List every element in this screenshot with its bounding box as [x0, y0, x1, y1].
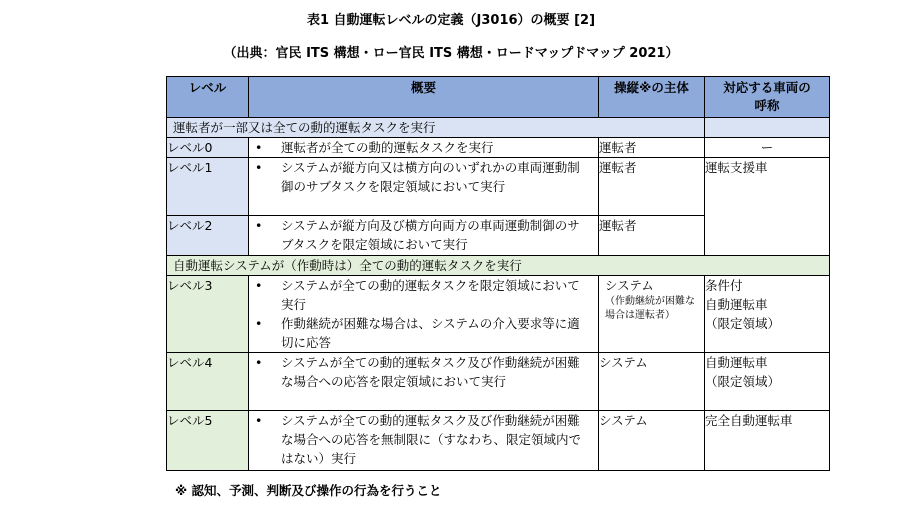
bullet: • — [255, 140, 263, 155]
overview-text: システムが縦方向及び横方向両方の車両運動制御のサブタスクを限定領域において実行 — [281, 218, 580, 252]
bullet: • — [255, 316, 263, 331]
vehicle-name-cell — [705, 276, 830, 353]
bullet: • — [255, 278, 263, 293]
bullet: • — [255, 413, 263, 428]
vehicle-name-cell — [705, 353, 830, 411]
vehicle-name-line: 自動運転車 — [705, 355, 768, 370]
levels-table — [166, 76, 830, 471]
vehicle-name-cell: 運転支援車 — [705, 158, 830, 256]
table-row — [167, 138, 830, 158]
overview-cell — [249, 216, 599, 256]
header-vehicle-name-line2: 呼称 — [754, 98, 780, 113]
group-label-driver: 運転者が一部又は全ての動的運転タスクを実行 — [167, 118, 705, 138]
vehicle-name-cell: ー — [705, 138, 830, 158]
vehicle-name-line: 完全自動運転車 — [705, 413, 793, 428]
level-cell: レベル4 — [167, 353, 249, 411]
level-cell: レベル2 — [167, 216, 249, 256]
bullet: • — [255, 355, 263, 370]
overview-cell — [249, 276, 599, 353]
actor-cell: 運転者 — [599, 216, 705, 256]
overview-text: システムが全ての動的運転タスクを限定領域において実行 — [281, 278, 580, 312]
header-vehicle-name-line1: 対応する車両の — [723, 80, 811, 95]
bullet: • — [255, 160, 263, 175]
table-source: （出典：官民 ITS 構想・ロー官民 ITS 構想・ロードマップドマップ 2021） — [223, 46, 679, 61]
overview-cell — [249, 411, 599, 471]
table-header-row — [167, 77, 830, 118]
overview-cell — [249, 158, 599, 216]
table-row — [167, 158, 830, 216]
overview-cell — [249, 138, 599, 158]
overview-text: システムが全ての動的運転タスク及び作動継続が困難な場合への応答を限定領域において実行 — [281, 355, 580, 389]
overview-cell — [249, 353, 599, 411]
table-row — [167, 276, 830, 353]
header-vehicle-name — [705, 77, 830, 118]
vehicle-name-cell — [705, 411, 830, 471]
actor-cell: 運転者 — [599, 138, 705, 158]
actor-note: （作動継続が困難な場合は運転者） — [605, 296, 695, 321]
actor-cell — [599, 276, 705, 353]
group-empty-cell — [705, 118, 830, 138]
group-row-driver — [167, 118, 830, 138]
overview-text: システムが全ての動的運転タスク及び作動継続が困難な場合への応答を無制限に（すなわち、限定領域内ではない）実行 — [281, 413, 582, 466]
bullet: • — [255, 218, 263, 233]
vehicle-name-line: （限定領域） — [705, 374, 781, 389]
actor-cell: システム — [599, 353, 705, 411]
header-level: レベル — [167, 77, 249, 118]
table-title: 表1 自動運転レベルの定義（J3016）の概要 [2] — [306, 13, 596, 28]
actor-cell: システム — [599, 411, 705, 471]
footnote: ※ 認知、予測、判断及び操作の行為を行うこと — [175, 483, 442, 498]
level-cell: レベル0 — [167, 138, 249, 158]
overview-text: システムが縦方向又は横方向のいずれかの車両運動制御のサブタスクを限定領域において実行 — [281, 160, 580, 194]
actor-text: システム — [605, 278, 654, 293]
group-label-system: 自動運転システムが（作動時は）全ての動的運転タスクを実行 — [167, 256, 830, 276]
header-overview: 概要 — [249, 77, 599, 118]
vehicle-name-line: （限定領域） — [705, 316, 781, 331]
level-cell: レベル3 — [167, 276, 249, 353]
table-row — [167, 353, 830, 411]
level-cell: レベル1 — [167, 158, 249, 216]
header-actor: 操縦※の主体 — [599, 77, 705, 118]
vehicle-name-line: 条件付 — [705, 278, 743, 293]
overview-text: 運転者が全ての動的運転タスクを実行 — [281, 140, 494, 155]
actor-cell: 運転者 — [599, 158, 705, 216]
group-row-system — [167, 256, 830, 276]
overview-text: 作動継続が困難な場合は、システムの介入要求等に適切に応答 — [281, 316, 580, 350]
level-cell: レベル5 — [167, 411, 249, 471]
vehicle-name-line: 自動運転車 — [705, 297, 768, 312]
table-row — [167, 411, 830, 471]
